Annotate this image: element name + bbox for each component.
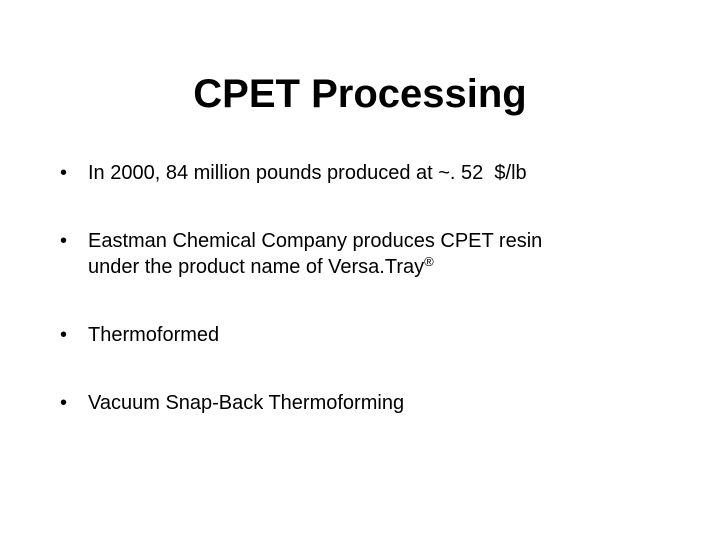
bullet-text-line-1: Eastman Chemical Company produces CPET resin (88, 230, 543, 252)
bullet-item-eastman (56, 228, 696, 280)
bullet-item-production (56, 160, 696, 186)
bullet-item-thermoformed (56, 322, 696, 348)
bullet-text: In 2000, 84 million pounds produced at ~. 52 $/lb (88, 162, 527, 184)
bullet-item-vacuum-snap-back (56, 390, 696, 416)
bullet-list (56, 160, 696, 416)
bullet-dot-icon: • (60, 392, 68, 414)
bullet-text-line-2: under the product name of Versa.Tray (88, 256, 425, 278)
bullet-text: Thermoformed (88, 324, 220, 346)
slide-title: CPET Processing (193, 72, 527, 116)
bullet-dot-icon: • (60, 230, 68, 252)
bullet-dot-icon: • (60, 162, 68, 184)
registered-mark: ® (424, 254, 434, 269)
bullet-text: Vacuum Snap-Back Thermoforming (88, 392, 405, 414)
bullet-dot-icon: • (60, 324, 68, 346)
